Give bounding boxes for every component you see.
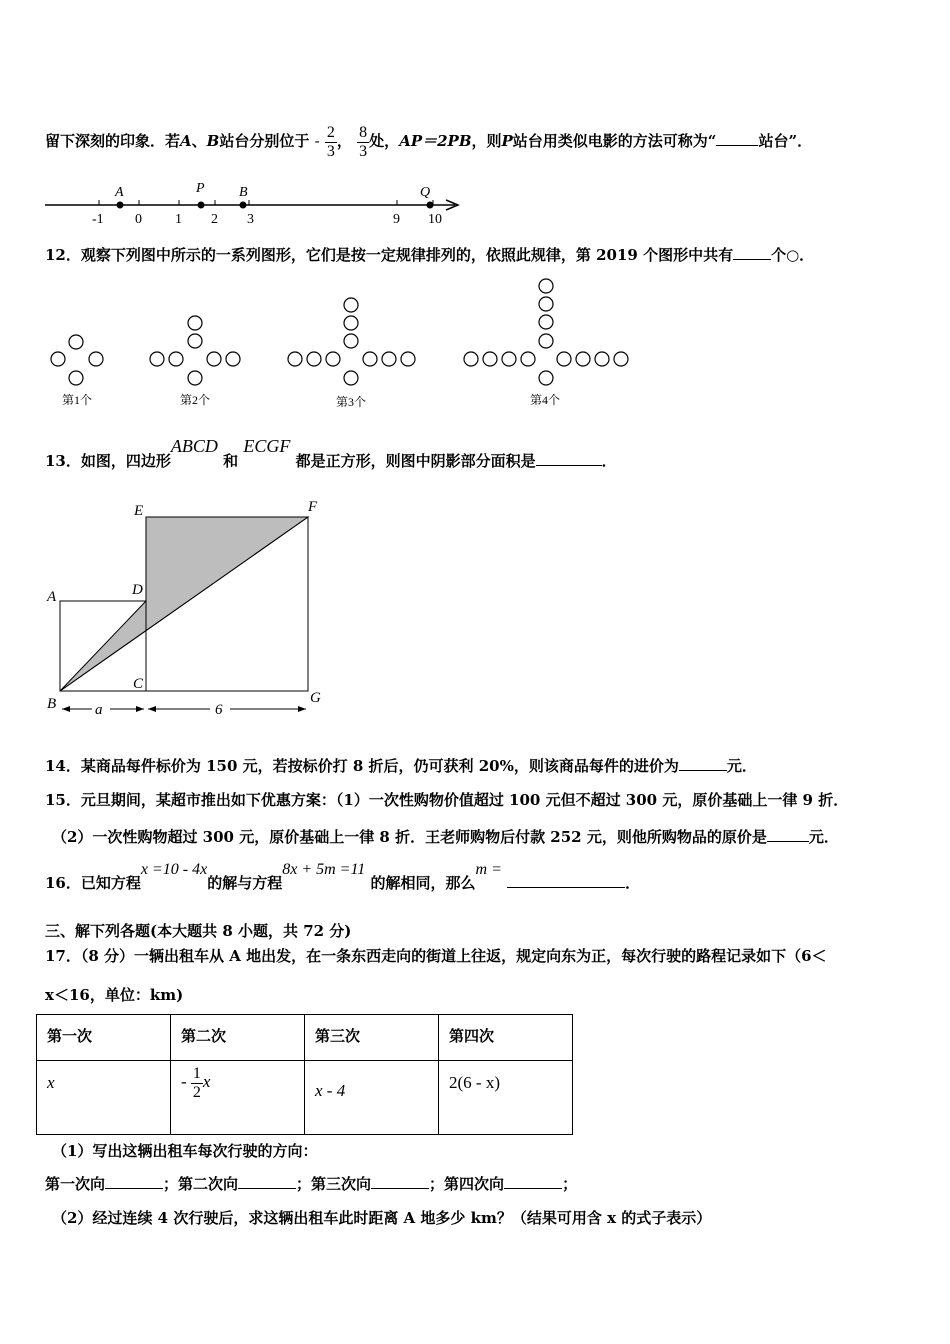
q13-text2: 都是正方形，则图中阴影部分面积是 (295, 452, 536, 470)
table-row (37, 1061, 573, 1135)
q15-line1 (45, 789, 848, 810)
table-cell (171, 1061, 305, 1135)
dir-blank-3[interactable] (371, 1188, 429, 1189)
section-heading (45, 920, 351, 941)
frac-den: 3 (359, 142, 368, 160)
q12-answer-blank[interactable] (733, 259, 771, 260)
q15-text-end: 元． (808, 828, 839, 846)
q17-sub2 (52, 1207, 711, 1228)
q11-after1: 处， (369, 132, 400, 151)
dir-blank-1[interactable] (105, 1188, 163, 1189)
q17-line1 (45, 945, 827, 966)
q15-text: 15．元旦期间，某超市推出如下优惠方案：（1）一次性购物价值超过 100 元但不超过 300 元，原价基础上一律 9 折． (45, 791, 849, 809)
q15-text2: （2）一次性购物超过 300 元，原价基础上一律 8 折．王老师购物后付款 252 元，则他所购物品的原价是 (52, 828, 767, 846)
dir-label: ； (562, 1175, 578, 1193)
dir-label: ；第三次向 (296, 1175, 372, 1193)
q13-and: 和 (223, 452, 239, 470)
tick-label: 1 (175, 212, 182, 227)
q17-sub1 (52, 1140, 317, 1161)
tick-label: 3 (247, 212, 254, 227)
q16-text3: 的解相同，那么 (370, 874, 476, 892)
frac-num: 1 (192, 1065, 201, 1082)
table-header: 第二次 (171, 1015, 305, 1061)
table-header: 第一次 (37, 1015, 171, 1061)
q11-mid: 站台分别位于 (219, 132, 310, 151)
q15-line2 (52, 826, 839, 847)
tick-label: -1 (92, 212, 104, 227)
dir-blank-4[interactable] (504, 1188, 562, 1189)
point-p-dot (198, 202, 205, 209)
frac-den: 2 (192, 1083, 201, 1101)
q16-line (45, 861, 641, 893)
q14-line (45, 755, 757, 776)
table-cell (439, 1061, 573, 1135)
point-b-label: B (239, 185, 248, 200)
q12-line (45, 244, 814, 265)
length-a: a (95, 702, 103, 718)
table-cell (37, 1061, 171, 1135)
table-cell (305, 1061, 439, 1135)
q13-end: ． (601, 452, 617, 470)
q11-p: P (501, 132, 513, 151)
q11-after2: ，则 (471, 132, 502, 151)
q11-sep: 、 (191, 132, 207, 151)
point-a-label: A (115, 185, 124, 200)
table-header-row (37, 1015, 573, 1061)
q16-end: ． (625, 874, 641, 892)
q11-equation: AP＝2PB (399, 132, 472, 151)
figure-caption: 第4个 (530, 393, 561, 407)
length-6: 6 (215, 702, 223, 718)
q11-frac2 (357, 124, 369, 160)
point-q-label: Q (420, 185, 431, 200)
cell-var: x (202, 1072, 211, 1091)
cell-value: x (47, 1073, 55, 1092)
q11-comma: ， (336, 132, 352, 151)
figure-caption: 第2个 (180, 393, 211, 407)
q13-ecgf: ECGF (243, 436, 291, 456)
figure-caption: 第1个 (62, 393, 93, 407)
q11-a: A (180, 132, 192, 151)
q12-text: 12．观察下列图中所示的一系列图形，它们是按一定规律排列的，依照此规律，第 2019 个图形中共有 (45, 246, 734, 264)
frac-num: 8 (359, 124, 368, 141)
point-q-dot (427, 202, 434, 209)
q17-sub1-text: （1）写出这辆出租车每次行驶的方向： (52, 1142, 318, 1160)
point-b-dot (240, 202, 247, 209)
q14-answer-blank[interactable] (679, 770, 727, 771)
point-a-dot (117, 202, 124, 209)
q14-text: 14．某商品每件标价为 150 元，若按标价打 8 折后，仍可获利 20%，则该商品每件的进价为 (45, 757, 679, 775)
figure-caption: 第3个 (336, 395, 367, 409)
dir-label: ；第四次向 (429, 1175, 505, 1193)
label-d: D (132, 582, 143, 598)
q17-sub2-text: （2）经过连续 4 次行驶后，求这辆出租车此时距离 A 地多少 km？（结果可用含 x 的式子表示） (52, 1209, 712, 1227)
q13-answer-blank[interactable] (536, 465, 602, 466)
q11-text: 留下深刻的印象．若 (45, 132, 181, 151)
q11-b: B (206, 132, 220, 151)
label-f: F (308, 499, 318, 515)
table-header: 第三次 (305, 1015, 439, 1061)
dir-label: ；第二次向 (163, 1175, 239, 1193)
q16-m: m = (475, 861, 502, 878)
label-g: G (310, 690, 321, 706)
q13-squares-figure (40, 495, 340, 725)
dir-label: 第一次向 (45, 1175, 106, 1193)
q11-line (45, 124, 812, 160)
trip-table (36, 1014, 573, 1135)
q11-after3: 站台用类似电影的方法可称为“ (512, 132, 717, 151)
q12-text-end: 个○． (771, 246, 815, 264)
q17-text2: x＜16，单位：km) (45, 986, 184, 1004)
q13-line (45, 436, 617, 471)
q17-line2 (45, 984, 183, 1005)
q15-answer-blank[interactable] (767, 841, 809, 842)
label-b: B (47, 696, 57, 712)
label-c: C (133, 676, 144, 692)
cell-value: x - 4 (315, 1081, 346, 1100)
q12-circle-patterns (40, 272, 640, 412)
q13-abcd: ABCD (170, 436, 218, 456)
q17-text: 17．（8 分）一辆出租车从 A 地出发，在一条东西走向的街道上往返，规定向东为正，每次行驶的路程记录如下（6＜ (45, 947, 827, 965)
label-e: E (134, 503, 144, 519)
tick-label: 0 (135, 212, 142, 227)
point-p-label: P (196, 181, 205, 196)
q11-frac1 (325, 124, 337, 160)
cell-fraction (191, 1065, 203, 1101)
q11-answer-blank[interactable] (716, 145, 758, 146)
label-a: A (47, 589, 57, 605)
tick-label: 9 (393, 212, 400, 227)
section-title: 三、解下列各题(本大题共 8 小题，共 72 分) (45, 922, 352, 940)
q14-text-end: 元． (726, 757, 757, 775)
q16-equation2: 8x + 5m =11 (282, 861, 366, 878)
frac-den: 3 (326, 142, 335, 160)
cell-value: 2(6 - x) (449, 1073, 500, 1092)
cell-sign: - (181, 1072, 187, 1091)
q16-answer-blank[interactable] (507, 887, 625, 888)
tick-label: 10 (428, 212, 442, 227)
frac-num: 2 (326, 124, 335, 141)
number-line (40, 180, 470, 228)
q16-text: 16．已知方程 (45, 874, 141, 892)
q13-text: 13．如图，四边形 (45, 452, 171, 470)
q11-after4: 站台”． (758, 132, 813, 151)
q17-directions (45, 1173, 577, 1194)
q11-minus: - (314, 132, 320, 151)
tick-label: 2 (211, 212, 218, 227)
q16-text2: 的解与方程 (207, 874, 283, 892)
q16-equation1: x =10 - 4x (140, 861, 208, 878)
table-header: 第四次 (439, 1015, 573, 1061)
dir-blank-2[interactable] (238, 1188, 296, 1189)
